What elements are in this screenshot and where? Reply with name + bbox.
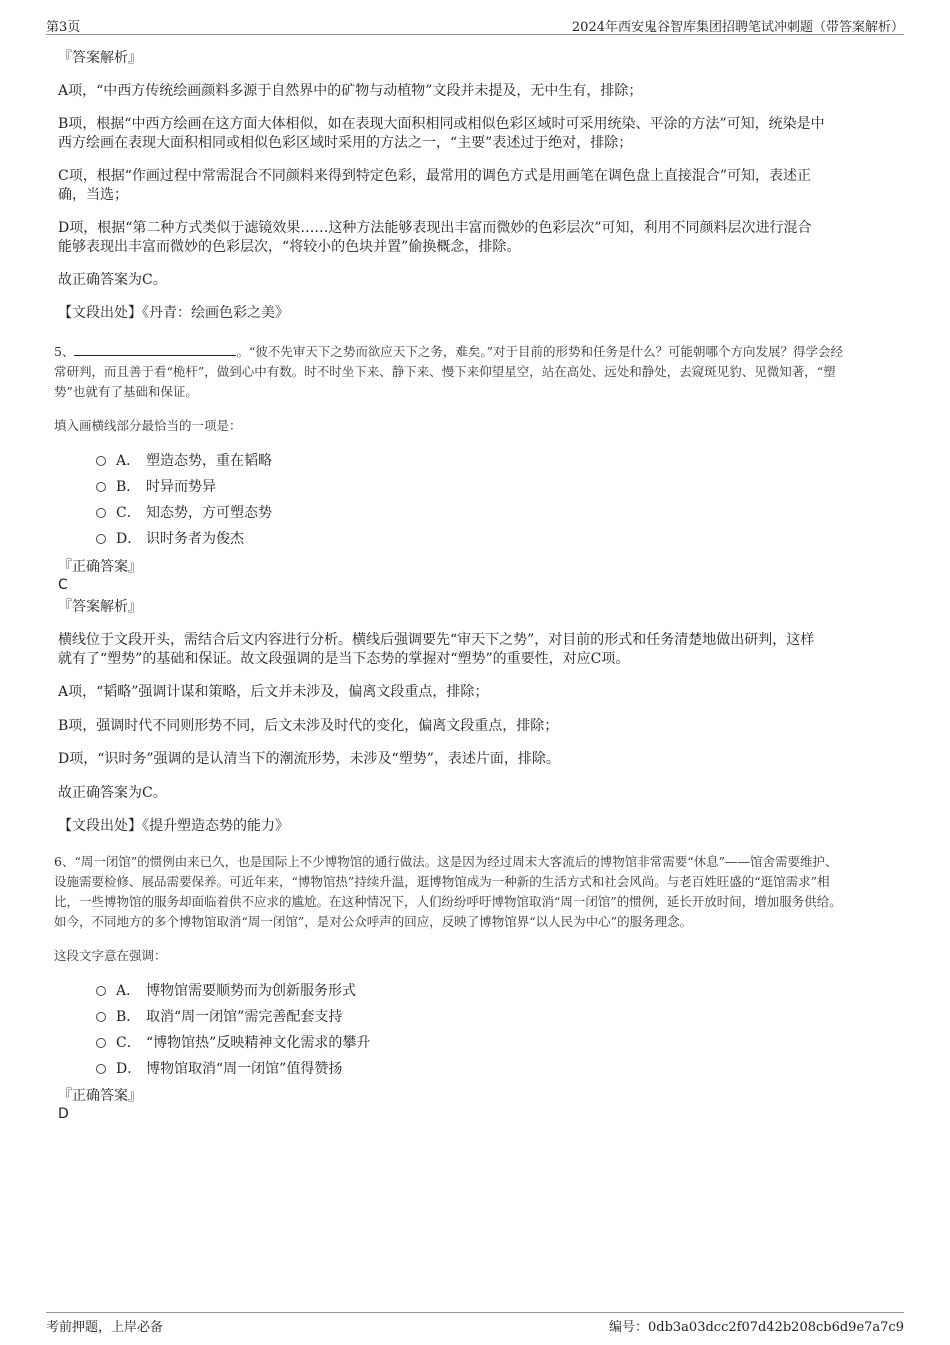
q4-analysis-b-line2: 西方绘画在表现大面积相同或相似色彩区域时采用的方法之一，“主要”表述过于绝对，排除； (58, 135, 633, 151)
q6-option-d[interactable]: D． 博物馆取消“周一闭馆”值得赞扬 (96, 1059, 342, 1079)
q5-number: 5、 (54, 344, 75, 359)
q5-option-b[interactable]: B． 时异而势异 (96, 477, 216, 497)
q6-text-line1: 6、“周一闭馆”的惯例由来已久，也是国际上不少博物馆的通行做法。这是因为经过周末大客流后的博物馆非常需要“休息”——馆舍需要维护、 (54, 854, 838, 869)
q5-option-a[interactable]: A． 塑造态势，重在韬略 (96, 451, 272, 471)
q5-analysis-label: 『答案解析』 (58, 599, 142, 615)
q6-option-a[interactable]: A． 博物馆需要顺势而为创新服务形式 (96, 981, 356, 1001)
q4-analysis-c-line2: 确，当选； (58, 187, 128, 203)
q5-conclusion: 故正确答案为C。 (58, 785, 167, 801)
q6-answer-label: 『正确答案』 (58, 1088, 142, 1104)
q5-text-line2: 常研判，而且善于看“桅杆”，做到心中有数。时不时坐下来、静下来、慢下来仰望星空，站在高处、远处和静处，去窥斑见豹、见微知著，“塑 (54, 364, 836, 379)
document-id: 编号：0db3a03dcc2f07d42b208cb6d9e7a7c9 (609, 1320, 904, 1335)
radio-icon[interactable] (96, 482, 106, 492)
radio-icon[interactable] (96, 456, 106, 466)
q4-analysis-a: A项，“中西方传统绘画颜料多源于自然界中的矿物与动植物”文段并未提及，无中生有，排除； (58, 83, 643, 99)
radio-icon[interactable] (96, 1038, 106, 1048)
q5-analysis-d: D项，“识时务”强调的是认清当下的潮流形势，未涉及“塑势”，表述片面，排除。 (58, 751, 560, 767)
q5-text-line1 (54, 342, 894, 362)
q4-analysis-b-line1: B项，根据“中西方绘画在这方面大体相似，如在表现大面积相同或相似色彩区域时可采用统染、平涂的方法”可知，统染是中 (58, 116, 825, 132)
document-title: 2024年西安鬼谷智库集团招聘笔试冲刺题（带答案解析） (571, 20, 904, 35)
q5-blank (74, 343, 236, 356)
q5-prompt: 填入画横线部分最恰当的一项是： (54, 418, 242, 433)
q5-answer-label: 『正确答案』 (58, 559, 142, 575)
q5-source: 【文段出处】《提升塑造态势的能力》 (58, 818, 289, 834)
q6-option-b[interactable]: B． 取消“周一闭馆”需完善配套支持 (96, 1007, 342, 1027)
radio-icon[interactable] (96, 986, 106, 996)
radio-icon[interactable] (96, 1064, 106, 1074)
q4-analysis-d-line2: 能够表现出丰富而微妙的色彩层次，“将较小的色块并置”偷换概念，排除。 (58, 239, 521, 255)
q5-text-line3: 势”也就有了基础和保证。 (54, 384, 198, 399)
q5-text: 。“彼不先审天下之势而欲应天下之务，难矣。”对于目前的形势和任务是什么？可能朝哪个方向发展？得学会经 (236, 344, 843, 359)
q5-analysis-line2: 就有了“塑势”的基础和保证。故文段强调的是当下态势的掌握对“塑势”的重要性，对应C项。 (58, 651, 630, 667)
q5-option-c[interactable]: C． 知态势，方可塑态势 (96, 503, 272, 523)
q6-text-line2: 设施需要检修、展品需要保养。可近年来，“博物馆热”持续升温，逛博物馆成为一种新的生活方式和社会风尚。与老百姓旺盛的“逛馆需求”相 (54, 874, 830, 889)
q6-answer: D (58, 1106, 69, 1122)
q6-text-line3: 比，一些博物馆的服务却面临着供不应求的尴尬。在这种情况下，人们纷纷呼吁博物馆取消“周一闭馆”的惯例，延长开放时间，增加服务供给。 (54, 894, 842, 909)
page-footer (46, 1312, 904, 1333)
q5-answer: C (58, 577, 68, 593)
q6-text-line4: 如今，不同地方的多个博物馆取消“周一闭馆”，是对公众呼声的回应，反映了博物馆界“以人民为中心”的服务理念。 (54, 914, 693, 929)
q4-analysis-label: 『答案解析』 (58, 50, 142, 66)
footer-slogan: 考前押题，上岸必备 (46, 1320, 164, 1335)
page-header (46, 14, 904, 35)
q5-analysis-a: A项，“韬略”强调计谋和策略，后文并未涉及，偏离文段重点，排除； (58, 684, 489, 700)
q5-analysis-line1: 横线位于文段开头，需结合后文内容进行分析。横线后强调要先“审天下之势”，对目前的形式和任务清楚地做出研判，这样 (58, 632, 815, 648)
q5-analysis-b: B项，强调时代不同则形势不同，后文未涉及时代的变化，偏离文段重点，排除； (58, 718, 559, 734)
q4-source: 【文段出处】《丹青：绘画色彩之美》 (58, 305, 289, 321)
page-number: 第3页 (46, 20, 81, 35)
q6-prompt: 这段文字意在强调： (54, 948, 167, 963)
radio-icon[interactable] (96, 534, 106, 544)
q4-analysis-d-line1: D项，根据“第二种方式类似于滤镜效果……这种方法能够表现出丰富而微妙的色彩层次”可知，利用不同颜料层次进行混合 (58, 220, 812, 236)
q6-option-c[interactable]: C． “博物馆热”反映精神文化需求的攀升 (96, 1033, 370, 1053)
q4-conclusion: 故正确答案为C。 (58, 272, 167, 288)
radio-icon[interactable] (96, 1012, 106, 1022)
q4-analysis-c-line1: C项，根据“作画过程中常需混合不同颜料来得到特定色彩，最常用的调色方式是用画笔在调色盘上直接混合”可知，表述正 (58, 168, 812, 184)
radio-icon[interactable] (96, 508, 106, 518)
q5-option-d[interactable]: D． 识时务者为俊杰 (96, 529, 244, 549)
